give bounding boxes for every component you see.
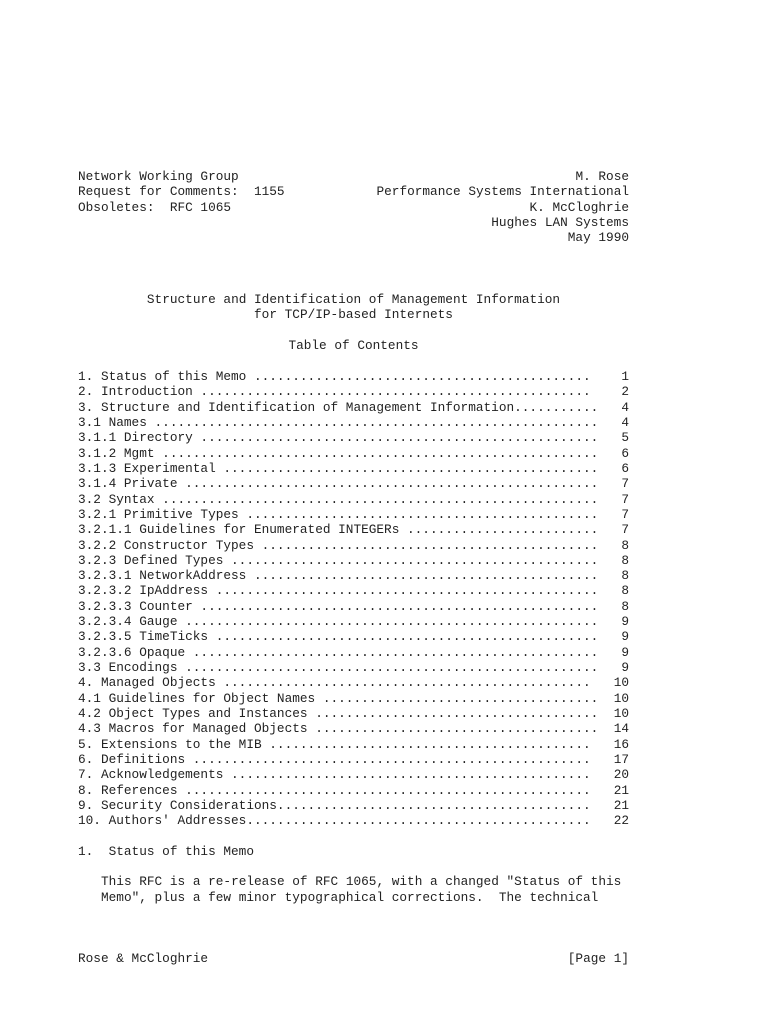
obsoletes: Obsoletes: RFC 1065 — [78, 200, 232, 215]
toc-entry-title: 9. Security Considerations......................................... — [78, 797, 591, 813]
toc-entry — [78, 813, 629, 828]
toc-entry-title: 3.2.3.4 Gauge ...................................................... — [78, 614, 599, 630]
toc-entry-page: 7 — [621, 506, 629, 522]
toc-heading: Table of Contents — [288, 338, 419, 353]
toc-entry-title: 3.2.3.5 TimeTicks .................................................. — [78, 629, 599, 645]
toc-entry-title: 4.2 Object Types and Instances ..................................... — [78, 706, 599, 722]
toc-entry-title: 3.2.3.3 Counter .................................................... — [78, 598, 599, 614]
toc-entry-title: 10. Authors' Addresses............................................. — [78, 813, 591, 829]
toc-entry — [78, 400, 629, 415]
toc-entry-title: 3.2.3.6 Opaque ..................................................... — [78, 644, 599, 660]
toc-entry-page: 10 — [613, 706, 629, 722]
toc-entry — [78, 737, 629, 752]
toc-entry — [78, 767, 629, 782]
toc-entry — [78, 583, 629, 598]
toc-entry-title: 2. Introduction ................................................... — [78, 384, 591, 400]
toc-entry — [78, 553, 629, 568]
toc-entry-page: 1 — [621, 369, 629, 384]
toc-entry-page: 4 — [621, 399, 629, 415]
toc-entry — [78, 522, 629, 537]
toc-entry-page: 7 — [621, 522, 629, 538]
toc-entry — [78, 614, 629, 629]
toc-entry-title: 4.1 Guidelines for Object Names .................................... — [78, 690, 599, 706]
toc-entry-title: 3.3 Encodings ...................................................... — [78, 660, 599, 676]
toc-entry — [78, 476, 629, 491]
publication-date: May 1990 — [567, 230, 629, 245]
toc-entry-page: 17 — [613, 752, 629, 767]
section-body-line: This RFC is a re-release of RFC 1065, with a changed "Status of this — [101, 874, 622, 889]
toc-entry-title: 3.2.2 Constructor Types ............................................ — [78, 537, 599, 553]
toc-entry — [78, 599, 629, 614]
toc-entry — [78, 538, 629, 553]
toc-entry — [78, 645, 629, 660]
toc-entry — [78, 568, 629, 583]
toc-entry — [78, 752, 629, 767]
toc-entry-title: 3.1.4 Private ...................................................... — [78, 476, 599, 492]
toc-entry-page: 7 — [621, 476, 629, 492]
toc-entry-page: 14 — [613, 721, 629, 737]
toc-entry — [78, 721, 629, 736]
toc-entry-title: 6. Definitions .................................................... — [78, 752, 591, 767]
toc-entry — [78, 507, 629, 522]
toc-entry-page: 9 — [621, 660, 629, 676]
toc-entry — [78, 492, 629, 507]
toc-entry — [78, 369, 629, 384]
toc-entry — [78, 783, 629, 798]
toc-entry — [78, 706, 629, 721]
toc-entry-title: 3.1.2 Mgmt ......................................................... — [78, 445, 599, 461]
working-group: Network Working Group — [78, 169, 239, 184]
toc-entry-page: 2 — [621, 384, 629, 400]
toc-entry-title: 4.3 Macros for Managed Objects ..................................... — [78, 721, 599, 737]
toc-entry-page: 16 — [613, 736, 629, 752]
toc-entry-page: 9 — [621, 614, 629, 630]
toc-entry — [78, 430, 629, 445]
author-2: K. McCloghrie — [529, 200, 629, 215]
toc-entry-title: 3.2.3 Defined Types ................................................ — [78, 552, 599, 568]
toc-entry-title: 1. Status of this Memo ............................................ — [78, 369, 591, 384]
toc-entry — [78, 691, 629, 706]
toc-entry-page: 8 — [621, 568, 629, 584]
author-1: M. Rose — [575, 169, 629, 184]
rfc-number: Request for Comments: 1155 — [78, 184, 285, 199]
toc-entry-title: 3. Structure and Identification of Management Information........... — [78, 399, 599, 415]
toc-entry-title: 3.2.3.1 NetworkAddress ............................................. — [78, 568, 599, 584]
author-2-org: Hughes LAN Systems — [491, 215, 629, 230]
footer-authors: Rose & McCloghrie — [78, 951, 209, 966]
document-subtitle: for TCP/IP-based Internets — [254, 307, 453, 322]
toc-entry-page: 4 — [621, 414, 629, 430]
toc-entry-title: 3.1 Names .......................................................... — [78, 414, 599, 430]
toc-entry-page: 21 — [613, 782, 629, 798]
toc-entry-title: 3.2 Syntax ......................................................... — [78, 491, 599, 507]
toc-entry-page: 6 — [621, 460, 629, 476]
toc-entry-page: 10 — [613, 675, 629, 691]
toc-entry-page: 6 — [621, 445, 629, 461]
toc-entry-page: 21 — [613, 797, 629, 813]
toc-entry-title: 3.2.3.2 IpAddress .................................................. — [78, 583, 599, 599]
toc-entry-page: 8 — [621, 598, 629, 614]
toc-entry-page: 7 — [621, 491, 629, 507]
author-1-org: Performance Systems International — [376, 184, 629, 199]
toc-entry — [78, 461, 629, 476]
toc-entry-title: 3.2.1 Primitive Types .............................................. — [78, 506, 599, 522]
toc-entry — [78, 446, 629, 461]
toc-entry-title: 8. References ..................................................... — [78, 782, 591, 798]
toc-entry-page: 8 — [621, 583, 629, 599]
section-body-line: Memo", plus a few minor typographical corrections. The technical — [101, 890, 599, 905]
toc-entry-title: 4. Managed Objects ................................................ — [78, 675, 591, 691]
toc-entry-page: 10 — [613, 690, 629, 706]
toc-entry — [78, 415, 629, 430]
toc-entry-title: 3.1.1 Directory .................................................... — [78, 430, 599, 446]
toc-entry-page: 5 — [621, 430, 629, 446]
toc-entry-title: 7. Acknowledgements ............................................... — [78, 767, 591, 783]
toc-entry-title: 3.1.3 Experimental ................................................. — [78, 460, 599, 476]
page-number: [Page 1] — [567, 951, 629, 966]
section-heading: 1. Status of this Memo — [78, 844, 254, 859]
toc-entry-page: 20 — [613, 767, 629, 783]
toc-entry-page: 22 — [613, 813, 629, 829]
toc-entry-title: 5. Extensions to the MIB .......................................... — [78, 736, 591, 752]
document-title: Structure and Identification of Management Information — [146, 292, 561, 307]
toc-entry-page: 8 — [621, 537, 629, 553]
toc-entry — [78, 675, 629, 690]
toc-entry — [78, 384, 629, 399]
toc-entry-page: 9 — [621, 629, 629, 645]
toc-entry-page: 8 — [621, 552, 629, 568]
toc-entry-title: 3.2.1.1 Guidelines for Enumerated INTEGERs ......................... — [78, 522, 599, 538]
toc-entry — [78, 660, 629, 675]
toc-entry — [78, 629, 629, 644]
toc-entry-page: 9 — [621, 644, 629, 660]
toc-entry — [78, 798, 629, 813]
